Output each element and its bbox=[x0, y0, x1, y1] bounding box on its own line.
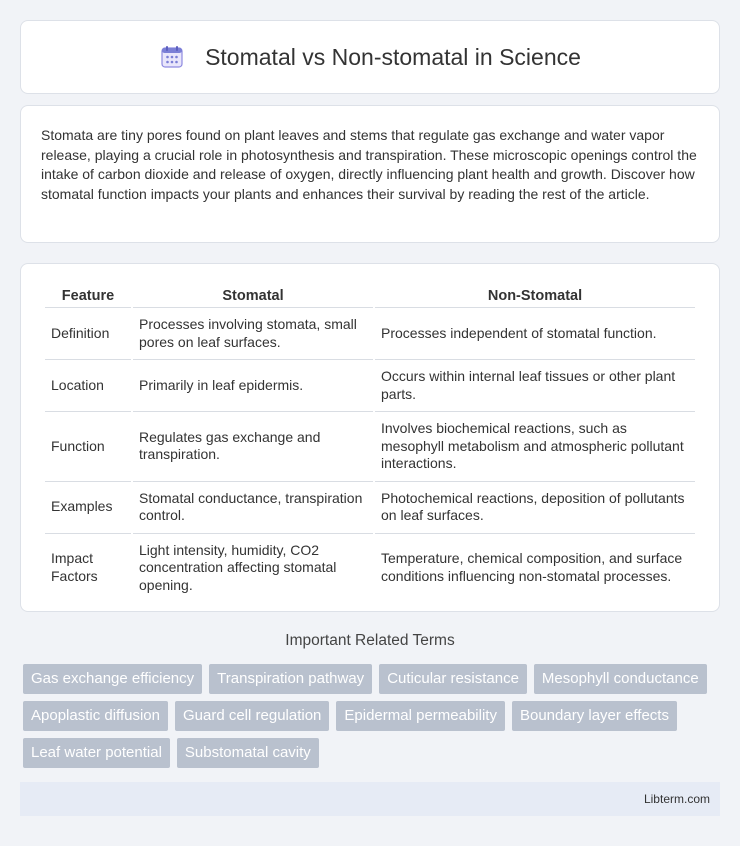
row-stomatal: Regulates gas exchange and transpiration. bbox=[133, 412, 373, 482]
header-non-stomatal: Non-Stomatal bbox=[375, 284, 695, 308]
related-term-tag[interactable]: Guard cell regulation bbox=[175, 701, 329, 731]
row-feature: Impact Factors bbox=[51, 550, 98, 584]
related-terms-list bbox=[23, 664, 723, 768]
intro-paragraph: Stomata are tiny pores found on plant leaves and stems that regulate gas exchange and water vapor release, playing a crucial role in photosynthesis and transpiration. These microscopic openings control the intake of carbon dioxide and release of oxygen, directly influencing plant health and growth. Discover how stomatal function impacts your plants and enhances their survival by reading the rest of the article. bbox=[41, 127, 697, 202]
table-row bbox=[45, 482, 695, 534]
related-term-tag[interactable]: Boundary layer effects bbox=[512, 701, 677, 731]
title-card bbox=[20, 20, 720, 94]
header-stomatal: Stomatal bbox=[133, 284, 373, 308]
footer bbox=[20, 782, 720, 816]
related-term-tag[interactable]: Leaf water potential bbox=[23, 738, 170, 768]
table-row bbox=[45, 534, 695, 603]
related-term-tag[interactable]: Epidermal permeability bbox=[336, 701, 505, 731]
comparison-table-card bbox=[20, 263, 720, 612]
table-row bbox=[45, 412, 695, 482]
row-feature: Location bbox=[45, 360, 131, 412]
related-term-tag[interactable]: Mesophyll conductance bbox=[534, 664, 707, 694]
table-row bbox=[45, 360, 695, 412]
row-non-stomatal: Occurs within internal leaf tissues or other plant parts. bbox=[375, 360, 695, 412]
header-feature: Feature bbox=[45, 284, 131, 308]
intro-card bbox=[20, 105, 720, 243]
related-term-tag[interactable]: Gas exchange efficiency bbox=[23, 664, 202, 694]
footer-brand-link[interactable]: Libterm.com bbox=[643, 792, 710, 806]
page-title: Stomatal vs Non-stomatal in Science bbox=[205, 43, 581, 70]
row-stomatal: Light intensity, humidity, CO2 concentration affecting stomatal opening. bbox=[139, 541, 337, 593]
row-non-stomatal: Processes independent of stomatal function. bbox=[375, 308, 695, 360]
related-term-tag[interactable]: Substomatal cavity bbox=[177, 738, 319, 768]
row-feature: Definition bbox=[45, 308, 131, 360]
table-row bbox=[45, 308, 695, 360]
row-stomatal: Processes involving stomata, small pores on leaf surfaces. bbox=[133, 308, 373, 360]
related-term-tag[interactable]: Cuticular resistance bbox=[379, 664, 527, 694]
comparison-table bbox=[43, 284, 697, 602]
related-term-tag[interactable]: Transpiration pathway bbox=[209, 664, 372, 694]
related-terms-heading: Important Related Terms bbox=[285, 632, 455, 649]
row-stomatal: Primarily in leaf epidermis. bbox=[133, 360, 373, 412]
row-non-stomatal: Involves biochemical reactions, such as mesophyll metabolism and atmospheric pollutant interactions. bbox=[375, 412, 695, 482]
row-non-stomatal: Temperature, chemical composition, and surface conditions influencing non-stomatal processes. bbox=[381, 550, 683, 584]
calendar-icon bbox=[159, 44, 185, 70]
row-feature: Function bbox=[45, 412, 131, 482]
row-non-stomatal: Photochemical reactions, deposition of pollutants on leaf surfaces. bbox=[375, 482, 695, 534]
row-feature: Examples bbox=[45, 482, 131, 534]
table-header-row bbox=[45, 284, 695, 308]
related-term-tag[interactable]: Apoplastic diffusion bbox=[23, 701, 168, 731]
row-stomatal: Stomatal conductance, transpiration control. bbox=[133, 482, 373, 534]
